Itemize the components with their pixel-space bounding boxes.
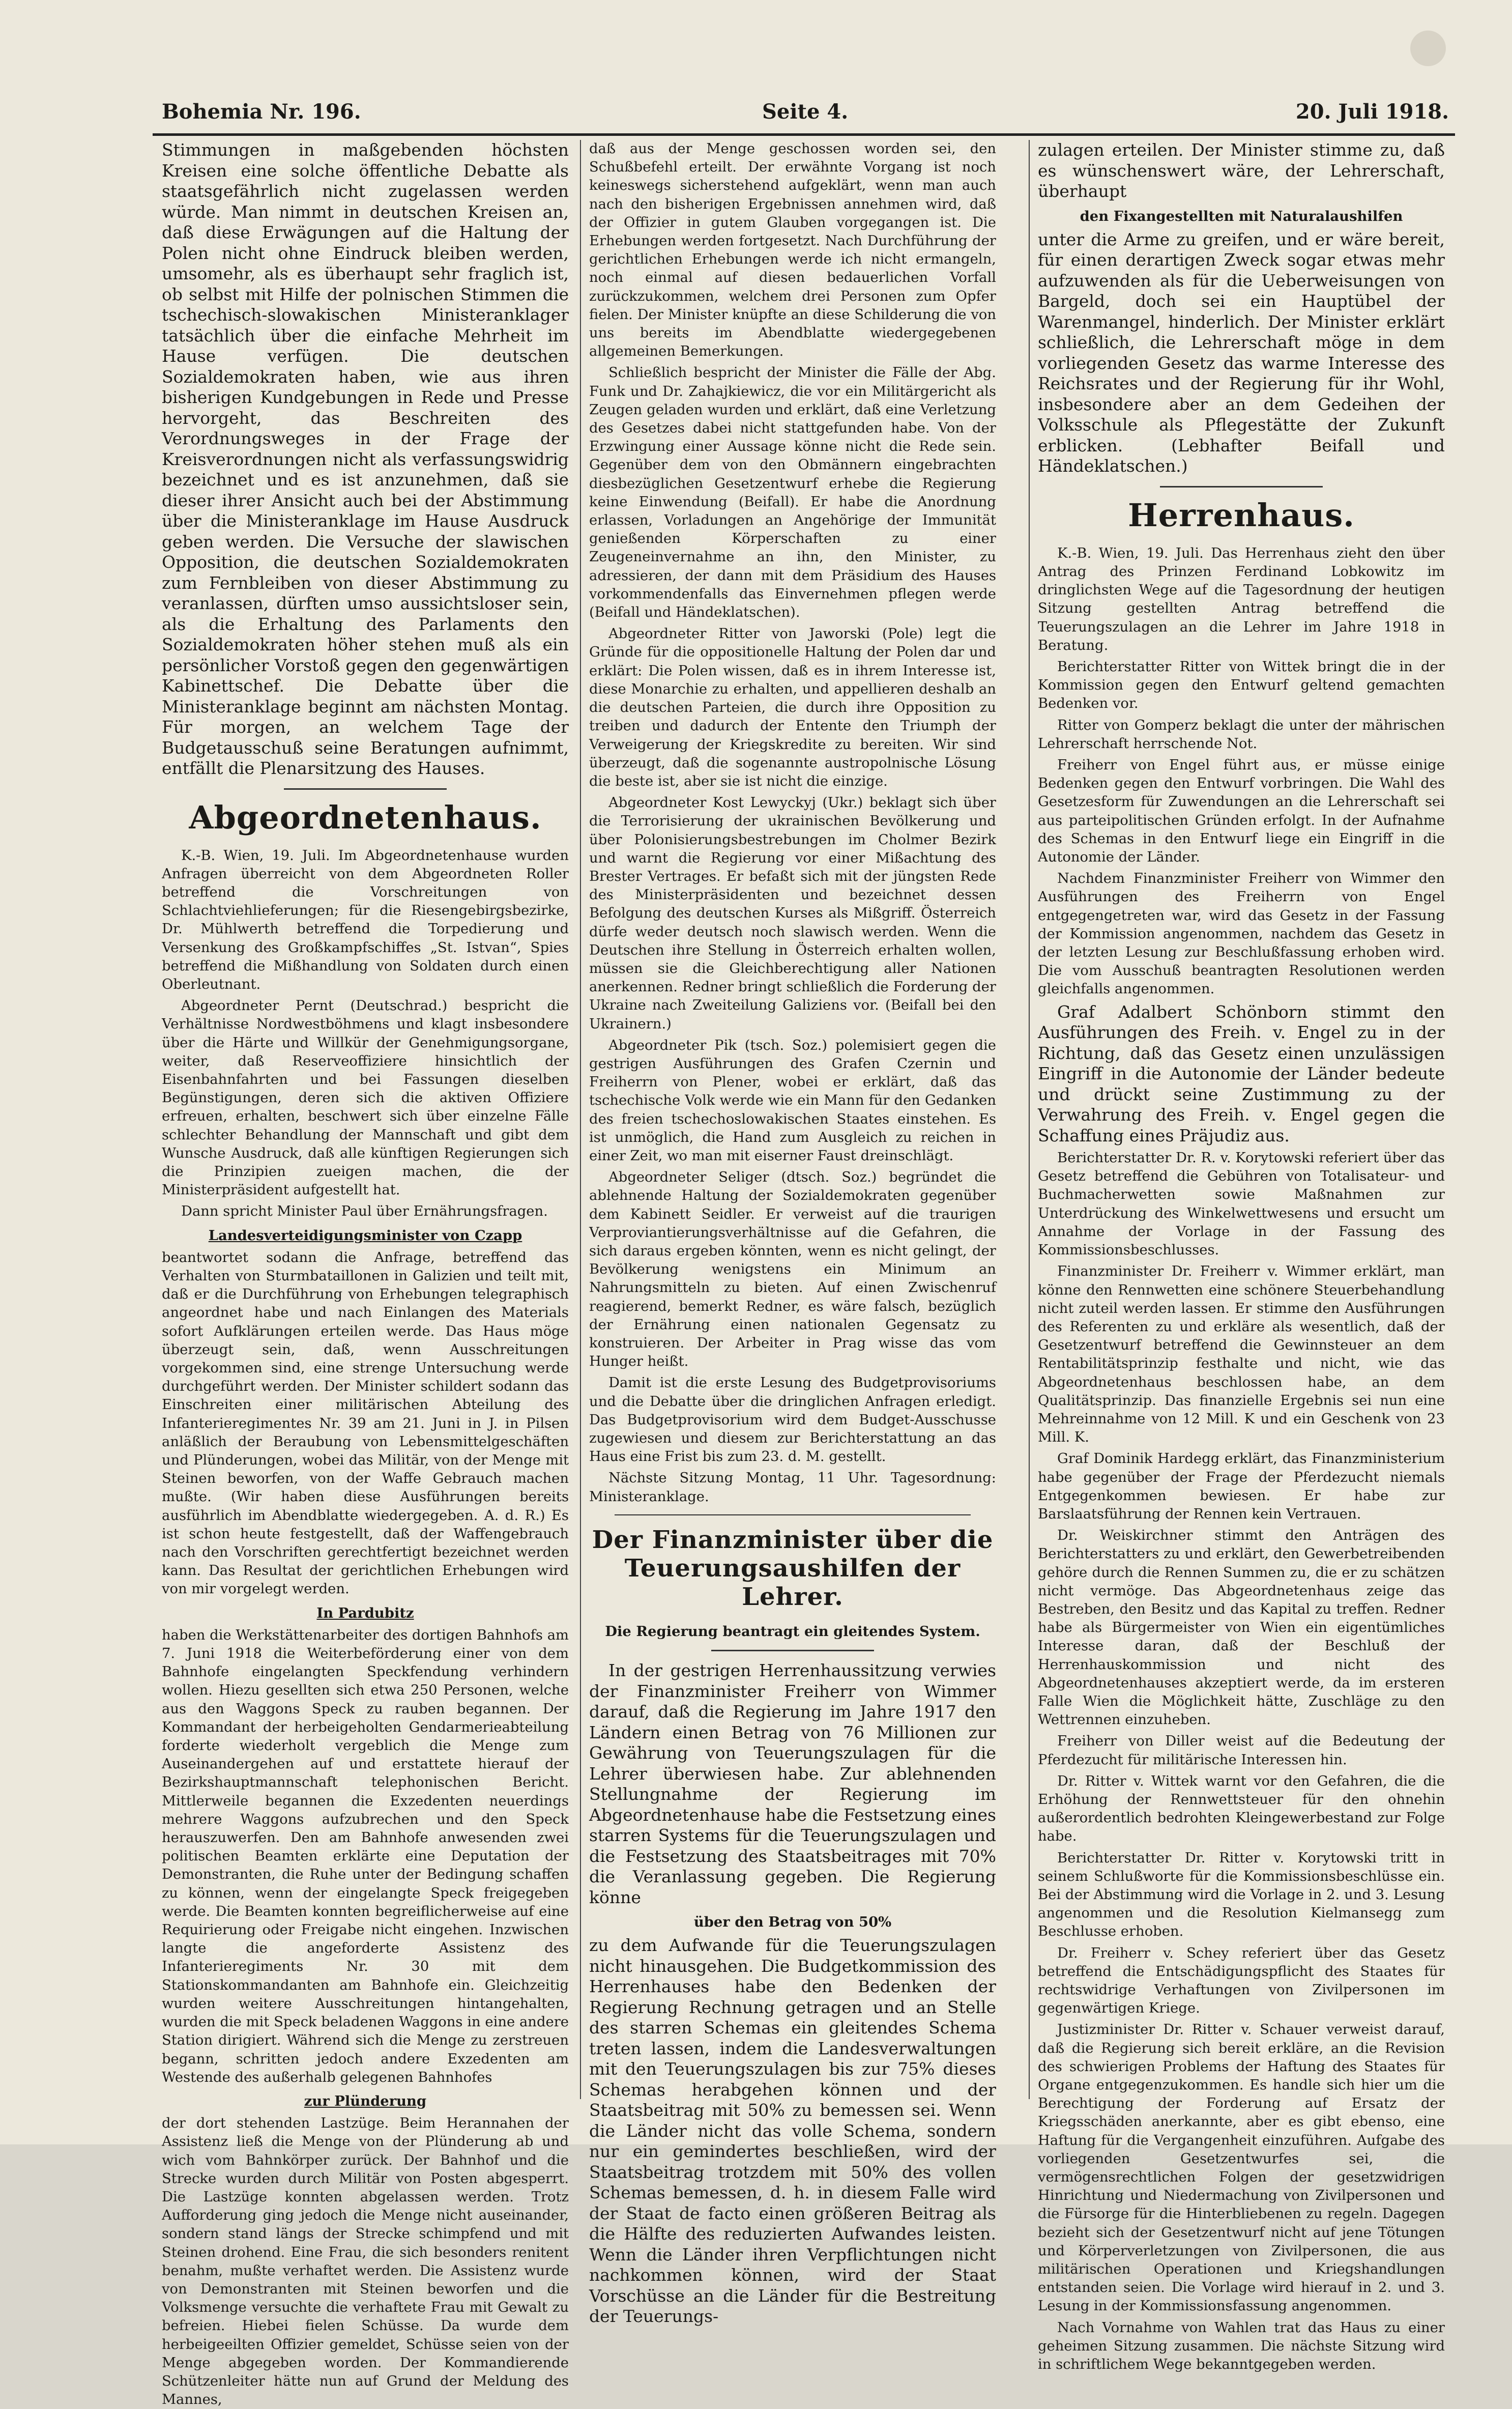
article-paragraph: Berichterstatter Dr. R. v. Korytowski referiert über das Gesetz betreffend die Gebühren von Totalisateur- und Buchmacherwetten sowie Maßnahmen zur Unterdrückung des Winkelwettwesens und ersucht um Annahme der Vorlage in der Fassung des Kommissionsbeschlusses. bbox=[1038, 1150, 1445, 1258]
section-title-abgeordnetenhaus: Abgeordnetenhaus. bbox=[189, 798, 542, 836]
subheading: Landesverteidigungsminister von Czapp bbox=[208, 1227, 522, 1244]
article-paragraph: Justizminister Dr. Ritter v. Schauer verweist darauf, daß die Regierung sich bereit erkläre, an die Revision des schwierigen Problems der Haftung des Staates für Organe entgegenzukommen. Es handle sich hier um die Berechtigung der Forderung auf Ersatz der Kriegsschäden anerkannte, aber es gibt ebenso, eine Haftung für die Vergangenheit einzuführen. Aufgabe des vorliegenden Gesetzentwurfes sei, die vermögensrechtlichen Folgen der gesetzwidrigen Hinrichtung und Niedermachung von Zivilpersonen und die Fürsorge für die Hinterbliebenen zu regeln. Dagegen bezieht sich der Gesetzentwurf nicht auf jene Tötungen und Körperverletzungen von Zivilpersonen, die aus militärischen Operationen und Kriegshandlungen entstanden seien. Die Vorlage wird hierauf in 2. und 3. Lesung in der Kommissionsfassung angenommen. bbox=[1038, 2022, 1445, 2314]
header-date: 20. Juli 1918. bbox=[1295, 100, 1449, 124]
section-divider bbox=[711, 1650, 874, 1651]
article-paragraph: Schließlich bespricht der Minister die Fälle der Abg. Funk und Dr. Zahajkiewicz, die vor ein Militärgericht als Zeugen geladen wurden und erklärt, daß eine Verletzung des Gesetzes dabei nicht stattgefunden habe. Von der Erzwingung einer Aussage könne nicht die Rede sein. Gegenüber dem von den Obmännern eingebrachten diesbezüglichen Gesetzentwurf erhebe die Regierung keine Einwendung (Beifall). Er habe die Anordnung erlassen, Vorladungen an Angehörige der Immunität genießenden Körperschaften zu einer Zeugeneinvernahme an ihn, den Minister, zu adressieren, der dann mit dem Präsidium des Hauses vorkommendenfalls das Einvernehmen pflegen werde (Beifall und Händeklatschen). bbox=[589, 365, 996, 621]
article-paragraph: Abgeordneter Ritter von Jaworski (Pole) legt die Gründe für die oppositionelle Haltung der Polen dar und erklärt: Die Polen wissen, daß es in ihrem Interesse ist, diese Monarchie zu erhalten, und appellieren deshalb an die deutschen Parteien, die durch ihre Opposition zu treiben und dadurch der Entente den Triumph der Verweigerung der Kriegskredite zu bereiten. Wir sind überzeugt, daß die sogenannte austropolnische Lösung die beste ist, aber sie ist nicht die einzige. bbox=[589, 626, 996, 789]
intro-paragraph: Stimmungen in maßgebenden höchsten Kreisen eine solche öffentliche Debatte als staatsgefährlich nicht zugelassen werden würde. Man nimmt in deutschen Kreisen an, daß diese Erwägungen auf die Haltung der Polen nicht ohne Eindruck bleiben werden, umsomehr, als es überhaupt sehr fraglich ist, ob selbst mit Hilfe der polnischen Stimmen die tschechisch-slowakischen Ministeranklager tatsächlich über die einfache Mehrheit im Hause verfügen. Die deutschen Sozialdemokraten haben, wie aus ihren bisherigen Kundgebungen in Rede und Presse hervorgeht, das Beschreiten des Verordnungsweges in der Frage der Kreisverordnungen nicht als verfassungswidrig bezeichnet und es ist anzunehmen, daß sie dieser ihrer Ansicht auch bei der Abstimmung über die Ministeranklage im Hause Ausdruck geben werden. Die Versuche der slawischen Opposition, die deutschen Sozialdemokraten zum Fernbleiben von dieser Abstimmung zu veranlassen, dürften umso aussichtsloser sein, als die Erhaltung des Parlaments den Sozialdemokraten höher stehen muß als ein persönlicher Vorstoß gegen den gegenwärtigen Kabinettschef. Die Debatte über die Ministeranklage beginnt am nächsten Montag. Für morgen, an welchem Tage der Budgetausschuß seine Beratungen aufnimmt, entfällt die Plenarsitzung des Hauses. bbox=[162, 140, 569, 778]
article-paragraph: haben die Werkstättenarbeiter des dortigen Bahnhofs am 7. Juni 1918 die Weiterbeförderung einer von dem Bahnhofe eingelangten Speckfendung verhindern wollen. Hiezu gesellten sich etwa 250 Personen, welche aus den Waggons Speck zu rauben begannen. Der Kommandant der herbeigeholten Gendarmerieabteilung forderte wiederholt vergeblich die Menge zum Auseinandergehen auf und erstattete hierauf der Bezirkshauptmannschaft telephonischen Bericht. Mittlerweile begannen die Exzedenten neuerdings mehrere Waggons aufzubrechen und den Speck herauszuwerfen. Den am Bahnhofe anwesenden zwei politischen Beamten erklärte eine Deputation der Demonstranten, die Ruhe unter der Bedingung schaffen zu können, wenn der eingelangte Speck freigegeben werde. Die Beamten konnten begreiflicherweise auf eine Requirierung oder Freigabe nicht eingehen. Inzwischen langte die angeforderte Assistenz des Infanterieregiments Nr. 30 mit dem Stationskommandanten am Bahnhofe ein. Gleichzeitig wurden weitere Ausschreitungen hintangehalten, wurden die mit Speck beladenen Waggons in eine andere Station dirigiert. Während sich die Menge zu zerstreuen begann, schritten jedoch andere Exzedenten am Westende des außerhalb gelegenen Bahnhofes bbox=[162, 1627, 569, 2085]
section-title-finanzminister: Der Finanzminister über die Teuerungsaushilfen der Lehrer. bbox=[592, 1525, 994, 1611]
article-paragraph: Finanzminister Dr. Freiherr v. Wimmer erklärt, man könne den Rennwetten eine schönere Steuerbehandlung nicht zuteil werden lassen. Er stimme den Ausführungen des Referenten zu und erkläre als wesentlich, daß der Gesetzentwurf betreffend die Gewinnsteuer an dem Rentabilitätsprinzip festhalte und nicht, wie das Abgeordnetenhaus beschlossen habe, an dem Qualitätsprinzip. Das finanzielle Ergebnis sei nun eine Mehreinnahme von 12 Mill. K und ein Geschenk von 23 Mill. K. bbox=[1038, 1264, 1445, 1446]
paper-stain bbox=[1410, 31, 1446, 66]
section-divider bbox=[1160, 486, 1323, 487]
article-paragraph: Nachdem Finanzminister Freiherr von Wimmer den Ausführungen des Freiherrn von Engel entgegengetreten war, wird das Gesetz in der Fassung der Kommission angenommen, nachdem das Gesetz in der letzten Lesung zur Beschlußfassung erhoben wird. Die vom Ausschuß beantragten Resolutionen werden gleichfalls angenommen. bbox=[1038, 871, 1445, 997]
subheading: den Fixangestellten mit Naturalaushilfen bbox=[1080, 208, 1403, 224]
column-separator bbox=[1029, 140, 1030, 2099]
header-publication: Bohemia Nr. 196. bbox=[162, 100, 361, 124]
article-paragraph: Dr. Weiskirchner stimmt den Anträgen des Berichterstatters zu und erklärt, den Gewerbetreibenden gehöre durch die Rennen Summen zu, die er zu schätzen nicht vermöge. Das Abgeordnetenhaus zeige das Bestreben, den Besitz und das Kapital zu treffen. Redner habe als Bürgermeister von Wien ein eigentümliches Interesse daran, daß der Beschluß der Herrenhauskommission und nicht des Abgeordnetenhauses akzeptiert werde, da im ersteren Falle Wien die Möglichkeit hätte, Zuschläge zu den Wettrennen einzuheben. bbox=[1038, 1528, 1445, 1728]
article-paragraph: Freiherr von Engel führt aus, er müsse einige Bedenken gegen den Entwurf vorbringen. Die Wahl des Gesetzesform für Zuwendungen an die Lehrerschaft sei aus parteipolitischen Gründen erfolgt. In der Aufnahme des Schemas in den Entwurf liege ein Eingriff in die Autonomie der Länder. bbox=[1038, 757, 1445, 865]
article-paragraph: Damit ist die erste Lesung des Budgetprovisoriums und die Debatte über die dringlichen Anfragen erledigt. Das Budgetprovisorium wird dem Budget-Ausschusse zugewiesen und diesem zur Berichterstattung an das Haus eine Frist bis zum 23. d. M. gestellt. bbox=[589, 1375, 996, 1465]
article-paragraph: Abgeordneter Pik (tsch. Soz.) polemisiert gegen die gestrigen Ausführungen des Grafen Czernin und Freiherrn von Plener, wobei er erklärt, daß das tschechische Volk werde wie ein Mann für den Gedanken des freien tschechoslowakischen Staates einstehen. Es ist unmöglich, die Hand zum Ausgleich zu reichen in einer Zeit, wo man mit eiserner Faust dreinschlägt. bbox=[589, 1037, 996, 1164]
header-rule bbox=[153, 133, 1455, 136]
article-paragraph: Dann spricht Minister Paul über Ernährungsfragen. bbox=[181, 1203, 548, 1220]
article-paragraph: Abgeordneter Kost Lewyckyj (Ukr.) beklagt sich über die Terrorisierung der ukrainischen Bevölkerung und über Polonisierungsbestrebungen im Cholmer Bezirk und warnt die Regierung vor einer Mißachtung des Brester Vertrages. Er befaßt sich mit der jüngsten Rede des Ministerpräsidenten und bezeichnet dessen Befolgung des deutschen Kurses als Mißgriff. Österreich dürfe weder deutsch noch slawisch werden. Wenn die Deutschen ihre Stellung in Österreich erhalten wollen, müssen sie die Gleichberechtigung aller Nationen anerkennen. Redner bringt schließlich die Forderung der Ukraine nach Zweiteilung Galiziens vor. (Beifall bei den Ukrainern.) bbox=[589, 795, 996, 1032]
column-3 bbox=[1038, 140, 1445, 2373]
article-paragraph: unter die Arme zu greifen, und er wäre bereit, für einen derartigen Zweck sogar etwas mehr aufzuwenden als für die Ueberweisungen von Bargeld, doch sei ein Hauptübel der Warenmangel, hinderlich. Der Minister erklärt schließlich, die Lehrerschaft möge in dem vorliegenden Gesetz das warme Interesse des Reichsrates und der Regierung für ihr Wohl, insbesondere aber an dem Gedeihen der Volksschule als Pflegestätte der Zukunft erblicken. (Lebhafter Beifall und Händeklatschen.) bbox=[1038, 229, 1445, 476]
section-divider bbox=[615, 1514, 971, 1515]
article-paragraph: Nächste Sitzung Montag, 11 Uhr. Tagesordnung: Ministeranklage. bbox=[589, 1470, 996, 1505]
subheading: über den Betrag von 50% bbox=[693, 1914, 892, 1931]
article-paragraph: Ritter von Gomperz beklagt die unter der mährischen Lehrerschaft herrschende Not. bbox=[1038, 717, 1445, 752]
subheading: In Pardubitz bbox=[316, 1604, 414, 1621]
section-title-herrenhaus: Herrenhaus. bbox=[1128, 496, 1355, 534]
article-paragraph: Dr. Ritter v. Wittek warnt vor den Gefahren, die die Erhöhung der Rennwettsteuer für den ohnehin außerordentlich bedrohten Kleingewerbestand zur Folge habe. bbox=[1038, 1773, 1445, 1845]
article-paragraph: Dr. Freiherr v. Schey referiert über das Gesetz betreffend die Entschädigungspflicht des Staates für rechtswidrige Verhaftungen von Zivilpersonen im gegenwärtigen Kriege. bbox=[1038, 1945, 1445, 2017]
column-separator bbox=[580, 140, 581, 2099]
article-paragraph: Graf Dominik Hardegg erklärt, das Finanzministerium habe gegenüber der Frage der Pferdezucht niemals Entgegenkommen bewiesen. Er habe zur Barslaatsführung der Rennen kein Vertrauen. bbox=[1038, 1451, 1445, 1522]
article-paragraph: Abgeordneter Pernt (Deutschrad.) bespricht die Verhältnisse Nordwestböhmens und klagt insbesondere über die Härte und Willkür der Genehmigungsorgane, weiter, daß Reserveoffiziere hinsichtlich der Eisenbahnfahrten und bei Fassungen dieselben Begünstigungen, deren sich die aktiven Offiziere erfreuen, erhalten, beschwert sich über einzelne Fälle schlechter Behandlung der Mannschaft und gibt dem Wunsche Ausdruck, daß alle künftigen Regierungen sich die Prinzipien zueigen machen, die der Ministerpräsident aufgestellt hat. bbox=[162, 998, 569, 1198]
column-2 bbox=[589, 140, 996, 2327]
header-page-number: Seite 4. bbox=[762, 100, 849, 124]
section-divider bbox=[284, 788, 447, 790]
article-paragraph: Nach Vornahme von Wahlen trat das Haus zu einer geheimen Sitzung zusammen. Die nächste Sitzung wird in schriftlichem Wege bekanntgegeben werden. bbox=[1038, 2319, 1445, 2373]
article-paragraph: Abgeordneter Seliger (dtsch. Soz.) begründet die ablehnende Haltung der Sozialdemokraten gegenüber dem Kabinett Seidler. Er verweist auf die traurigen Verproviantierungsverhältnisse auf die Gefahren, die sich daraus ergeben könnten, wenn es nicht gelingt, der Bevölkerung wenigstens ein Minimum an Nahrungsmitteln zu bieten. Auf einen Zwischenruf reagierend, bemerkt Redner, es wäre falsch, bezüglich der Ernährung einen nationalen Gegensatz zu konstruieren. Der Arbeiter in Prag wisse das vom Hunger heißt. bbox=[589, 1169, 996, 1370]
article-paragraph: Berichterstatter Dr. Ritter v. Korytowski tritt in seinem Schlußworte für die Kommissionsbeschlüsse ein. Bei der Abstimmung wird die Vorlage in 2. und 3. Lesung angenommen und die Resolution Kielmansegg zum Beschlusse erhoben. bbox=[1038, 1850, 1445, 1940]
page-header bbox=[162, 95, 1449, 130]
article-paragraph: beantwortet sodann die Anfrage, betreffend das Verhalten von Sturmbataillonen in Galizien und teilt mit, daß er die Durchführung von Erhebungen telegraphisch angeordnet habe und nach Einlangen des Materials sofort Aufklärungen erteilen werde. Das Haus möge überzeugt sein, daß, wenn Ausschreitungen vorgekommen sind, eine strenge Untersuchung werde durchgeführt werden. Der Minister schildert sodann das Einschreiten einer militärischen Abteilung des Infanterieregimentes Nr. 39 am 21. Juni in J. in Pilsen anläßlich der Beraubung von Lebensmittelgeschäften und Plünderungen, wobei das Militär, von der Menge mit Steinen beworfen, von der Waffe Gebrauch machen mußte. (Wir haben diese Ausführungen bereits ausführlich im Abendblatte wiedergegeben. A. d. R.) Es ist schon heute festgestellt, daß der Waffengebrauch nach den Vorschriften gerechtfertigt bezeichnet werden kann. Das Resultat der gerichtlichen Erhebungen wird von mir vorgelegt werden. bbox=[162, 1249, 569, 1597]
article-paragraph: K.-B. Wien, 19. Juli. Im Abgeordnetenhause wurden Anfragen überreicht von dem Abgeordneten Roller betreffend die Vorschreitungen von Schlachtviehlieferungen; für die Riesengebirgsbezirke, Dr. Mühlwerth betreffend die Torpedierung und Versenkung des Großkampfschiffes „St. Istvan“, Spies betreffend die Mißhandlung von Soldaten durch einen Oberleutnant. bbox=[162, 847, 569, 992]
article-paragraph: zulagen erteilen. Der Minister stimme zu, daß es wünschenswert wäre, der Lehrerschaft, überhaupt bbox=[1038, 140, 1445, 201]
section-subtitle: Die Regierung beantragt ein gleitendes System. bbox=[605, 1623, 980, 1640]
article-paragraph: Freiherr von Diller weist auf die Bedeutung der Pferdezucht für militärische Interessen hin. bbox=[1038, 1733, 1445, 1768]
subheading: zur Plünderung bbox=[304, 2092, 427, 2109]
article-paragraph: zu dem Aufwande für die Teuerungszulagen nicht hinausgehen. Die Budgetkommission des Herrenhauses habe den Bedenken der Regierung Rechnung getragen und an Stelle des starren Schemas ein gleitendes Schema treten lassen, indem die Landesverwaltungen mit den Teuerungszulagen bis zur 75% dieses Schemas herabgehen können und der Staatsbeitrag mit 50% zu bemessen sei. Wenn die Länder nicht das volle Schema, sondern nur ein gemindertes beschließen, wird der Staatsbeitrag trotzdem mit 50% des vollen Schemas bemessen, d. h. in diesem Falle wird der Staat de facto einen größeren Beitrag als die Hälfte des reduzierten Aufwandes leisten. Wenn die Länder ihren Verpflichtungen nicht nachkommen können, wird der Staat Vorschüsse an die Länder für die Bestreitung der Teuerungs- bbox=[589, 1935, 996, 2327]
article-paragraph: daß aus der Menge geschossen worden sei, den Schußbefehl erteilt. Der erwähnte Vorgang ist noch keineswegs sicherstehend aufgeklärt, wenn man auch nach den bisherigen Ergebnissen annehmen wird, daß der Offizier in gutem Glauben vorgegangen ist. Die Erhebungen werden fortgesetzt. Nach Durchführung der gerichtlichen Erhebungen werde ich nicht ermangeln, noch einmal auf diesen bedauerlichen Vorfall zurückzukommen, welchem drei Personen zum Opfer fielen. Der Minister knüpfte an diese Schilderung die von uns bereits im Abendblatte wiedergegebenen allgemeinen Bemerkungen. bbox=[589, 141, 996, 360]
article-paragraph: K.-B. Wien, 19. Juli. Das Herrenhaus zieht den über Antrag des Prinzen Ferdinand Lobkowitz im dringlichsten Wege auf die Tagesordnung der heutigen Sitzung gestellten Antrag betreffend die Teuerungszulagen an die Lehrer im Jahre 1918 in Beratung. bbox=[1038, 545, 1445, 653]
article-paragraph: der dort stehenden Lastzüge. Beim Herannahen der Assistenz ließ die Menge von der Plünderung ab und wich vom Bahnkörper zurück. Der Bahnhof und die Strecke wurden durch Militär von Posten abgesperrt. Die Lastzüge konnten abgelassen werden. Trotz Aufforderung ging jedoch die Menge nicht auseinander, sondern stand längs der Strecke schimpfend und mit Steinen drohend. Eine Frau, die sich besonders renitent benahm, mußte verhaftet werden. Die Assistenz wurde von Demonstranten mit Steinen beworfen und die Volksmenge versuchte die verhaftete Frau mit Gewalt zu befreien. Hiebei fielen Schüsse. Da wurde dem herbeigeeilten Offizier gemeldet, Schüsse seien von der Menge abgegeben worden. Der Kommandierende Schützenleiter hätte nun auf Grund der Meldung des Mannes, bbox=[162, 2115, 569, 2408]
article-paragraph: In der gestrigen Herrenhaussitzung verwies der Finanzminister Freiherr von Wimmer darauf, daß die Regierung im Jahre 1917 den Ländern einen Betrag von 76 Millionen zur Gewährung von Teuerungszulagen für die Lehrer überwiesen habe. Zur ablehnenden Stellungnahme der Regierung im Abgeordnetenhause habe die Festsetzung eines starren Systems für die Teuerungszulagen und die Festsetzung des Staatsbeitrages mit 70% die Veranlassung gegeben. Die Regierung könne bbox=[589, 1660, 996, 1907]
article-paragraph: Graf Adalbert Schönborn stimmt den Ausführungen des Freih. v. Engel zu in der Richtung, daß das Gesetz einen unzulässigen Eingriff in die Autonomie der Länder bedeute und drückt seine Zustimmung zu der Verwahrung des Freih. v. Engel gegen die Schaffung eines Präjudiz aus. bbox=[1038, 1001, 1445, 1145]
column-1 bbox=[162, 140, 569, 2408]
article-paragraph: Berichterstatter Ritter von Wittek bringt die in der Kommission gegen den Entwurf geltend gemachten Bedenken vor. bbox=[1038, 658, 1445, 712]
